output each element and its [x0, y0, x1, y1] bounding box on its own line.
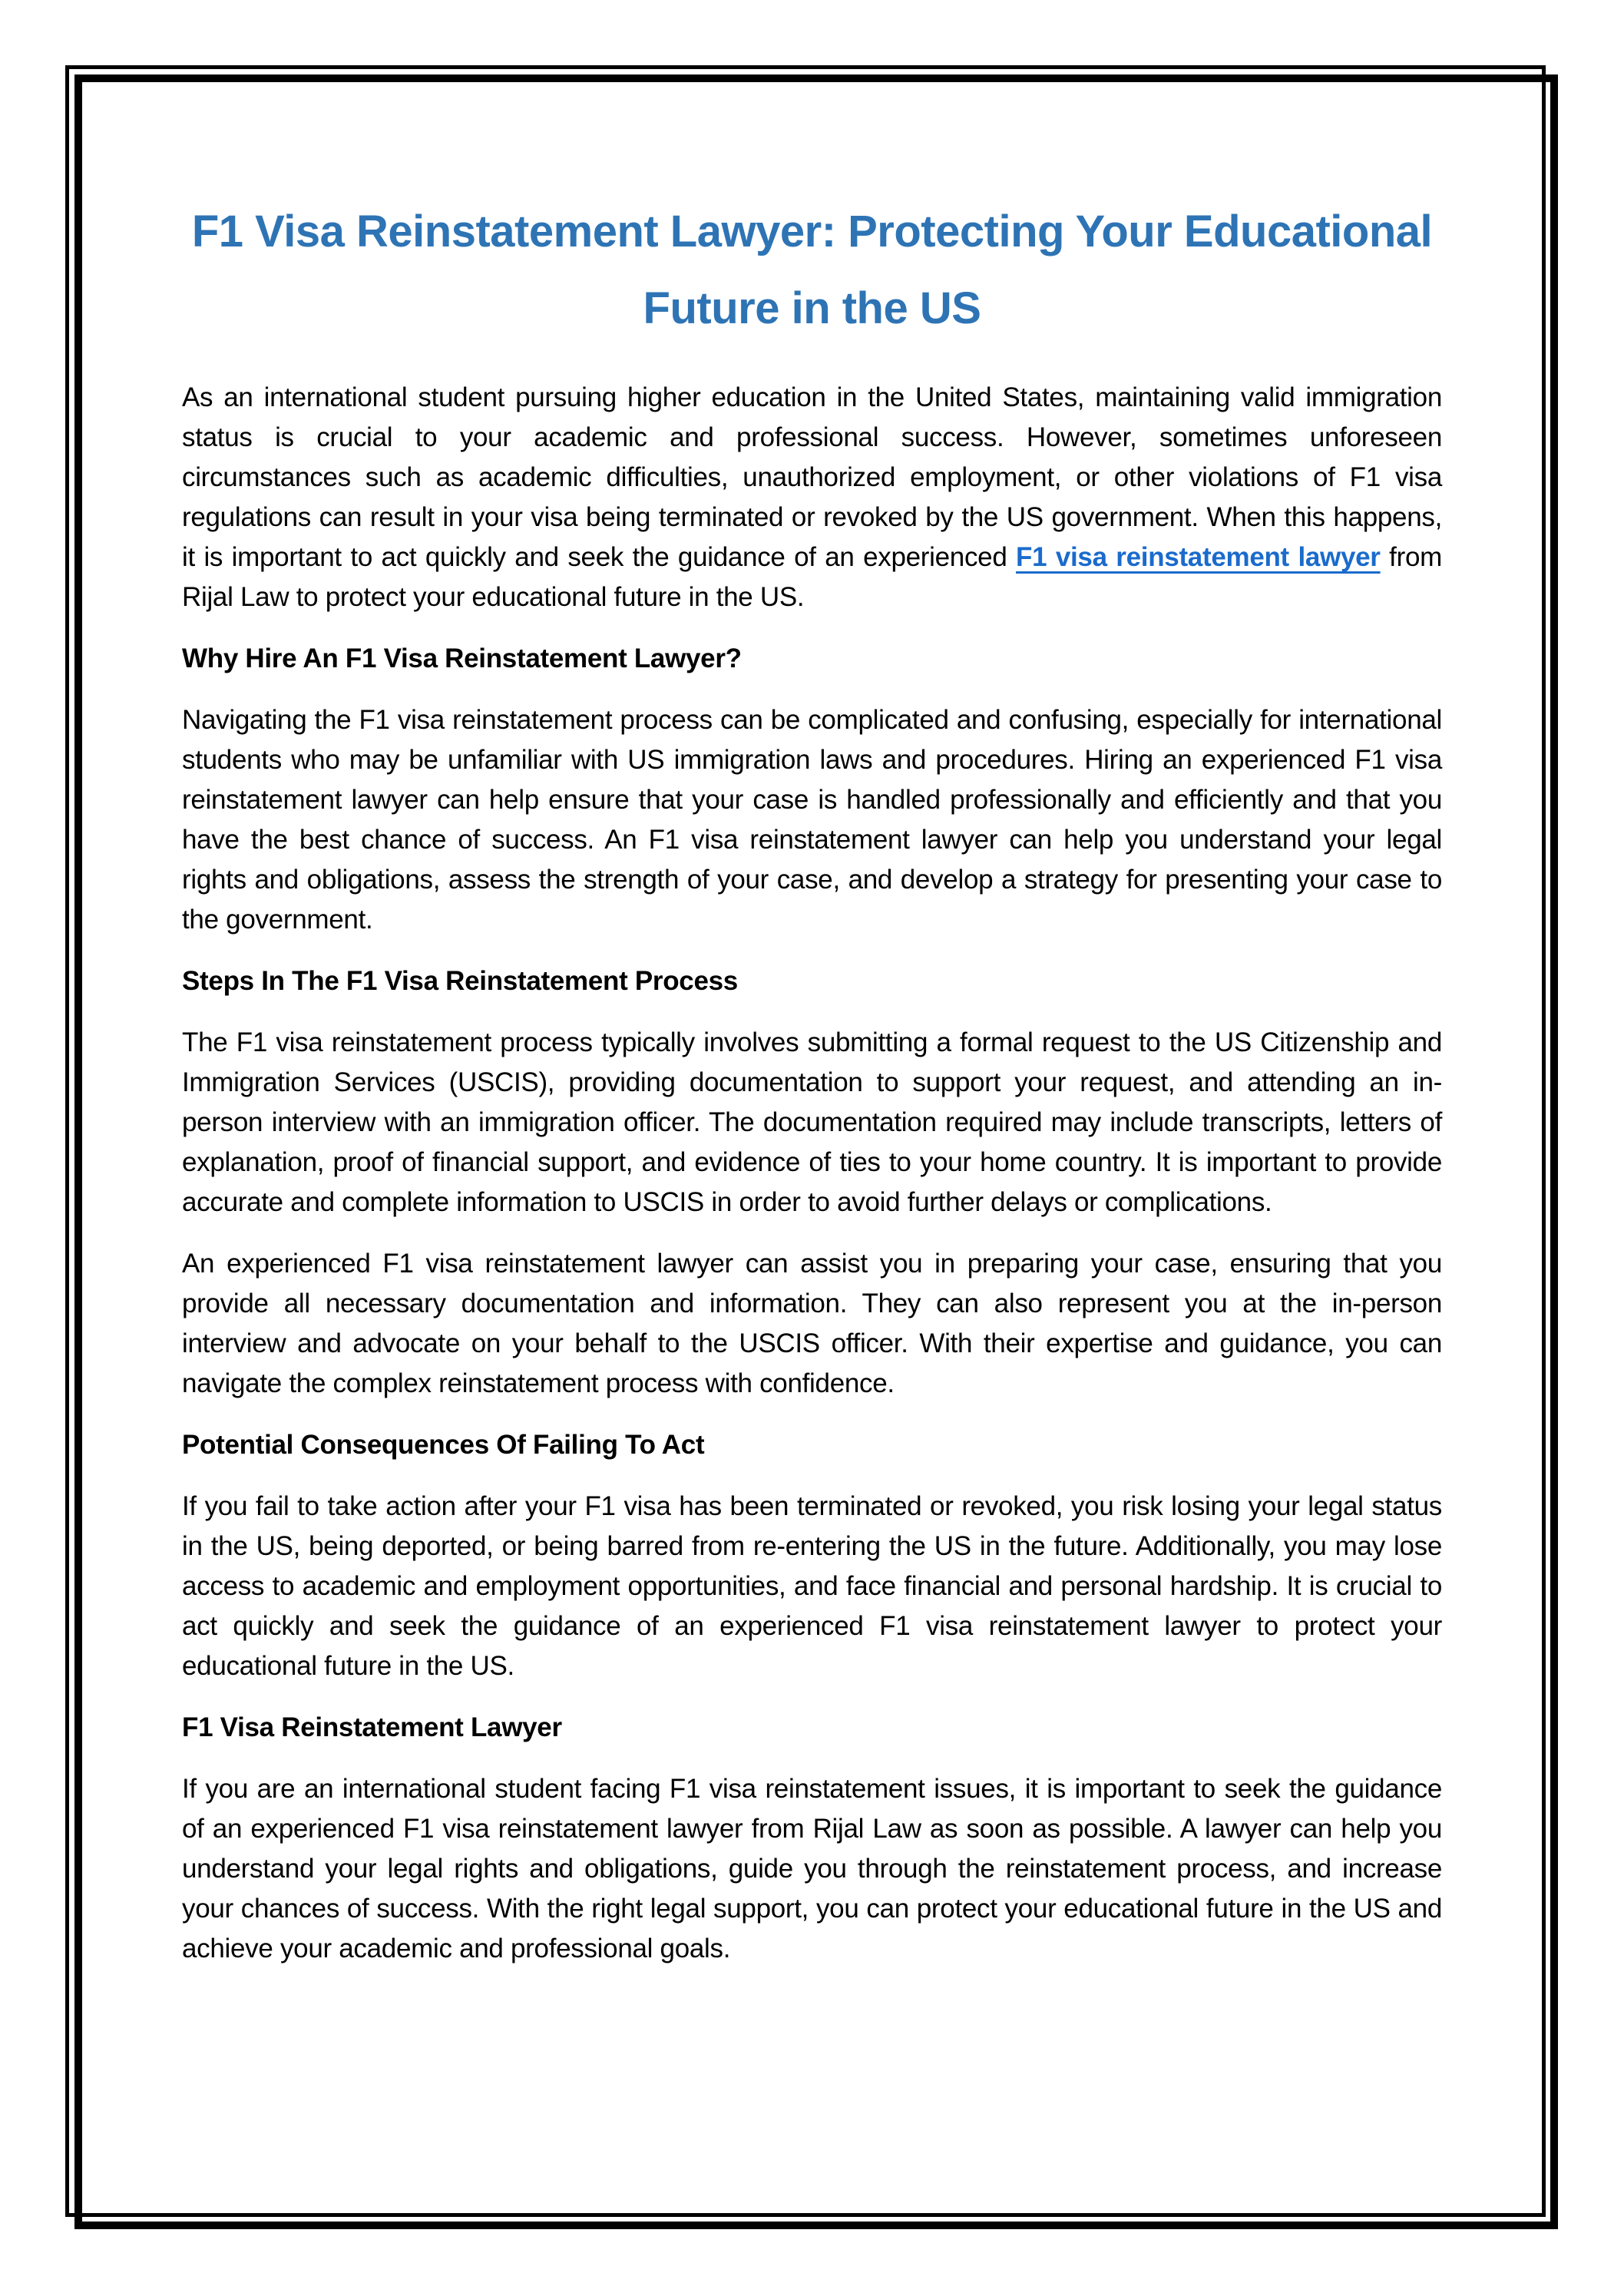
page-title: F1 Visa Reinstatement Lawyer: Protecting Your Educational Future in the US — [191, 207, 1433, 333]
paragraph-consequences: If you fail to take action after your F1 visa has been terminated or revoked, you risk losing your legal status in the US, being deported, or being barred from re-entering the US in the future. Additionally, you may lose access to academic and employment opportunities, and face financial and personal hardship. It is crucial to act quickly and seek the guidance of an experienced F1 visa reinstatement lawyer to protect your educational future in the US. — [182, 1491, 1442, 1681]
document-content — [182, 194, 1442, 1990]
paragraph-f1-lawyer: If you are an international student facing F1 visa reinstatement issues, it is important to seek the guidance of an experienced F1 visa reinstatement lawyer from Rijal Law as soon as possible. A lawyer can help you understand your legal rights and obligations, guide you through the reinstatement process, and increase your chances of success. With the right legal support, you can protect your educational future in the US and achieve your academic and professional goals. — [182, 1774, 1442, 1964]
intro-text-after-link: from Rijal Law to protect your educational future in the US. — [182, 542, 1442, 612]
paragraph-why-hire: Navigating the F1 visa reinstatement process can be complicated and confusing, especially for international students who may be unfamiliar with US immigration laws and procedures. Hiring an experienced F1 visa reinstatement lawyer can help ensure that your case is handled professionally and efficiently and that you have the best chance of success. An F1 visa reinstatement lawyer can help you understand your legal rights and obligations, assess the strength of your case, and develop a strategy for presenting your case to the government. — [182, 705, 1442, 935]
section-heading-steps: Steps In The F1 Visa Reinstatement Process — [182, 966, 738, 996]
section-heading-f1-lawyer: F1 Visa Reinstatement Lawyer — [182, 1712, 562, 1742]
f1-visa-reinstatement-lawyer-link[interactable]: F1 visa reinstatement lawyer — [1016, 542, 1381, 572]
intro-text-before-link: As an international student pursuing higher education in the United States, maintaining valid immigration status is crucial to your academic and professional success. However, sometimes unforeseen circumstances such as academic difficulties, unauthorized employment, or other violations of F1 visa regulations can result in your visa being terminated or revoked by the US government. When this happens, it is important to act quickly and seek the guidance of an experienced — [182, 382, 1442, 572]
section-heading-why-hire: Why Hire An F1 Visa Reinstatement Lawyer? — [182, 643, 742, 673]
intro-paragraph — [182, 378, 1442, 617]
paragraph-steps-2: An experienced F1 visa reinstatement lawyer can assist you in preparing your case, ensuring that you provide all necessary documentation and information. They can also represent you at the in-person interview and advocate on your behalf to the USCIS officer. With their expertise and guidance, you can navigate the complex reinstatement process with confidence. — [182, 1249, 1442, 1398]
section-heading-consequences: Potential Consequences Of Failing To Act — [182, 1430, 705, 1460]
paragraph-steps-1: The F1 visa reinstatement process typically involves submitting a formal request to the US Citizenship and Immigration Services (USCIS), providing documentation to support your request, and attending an in-person interview with an immigration officer. The documentation required may include transcripts, letters of explanation, proof of financial support, and evidence of ties to your home country. It is important to provide accurate and complete information to USCIS in order to avoid further delays or complications. — [182, 1027, 1442, 1217]
